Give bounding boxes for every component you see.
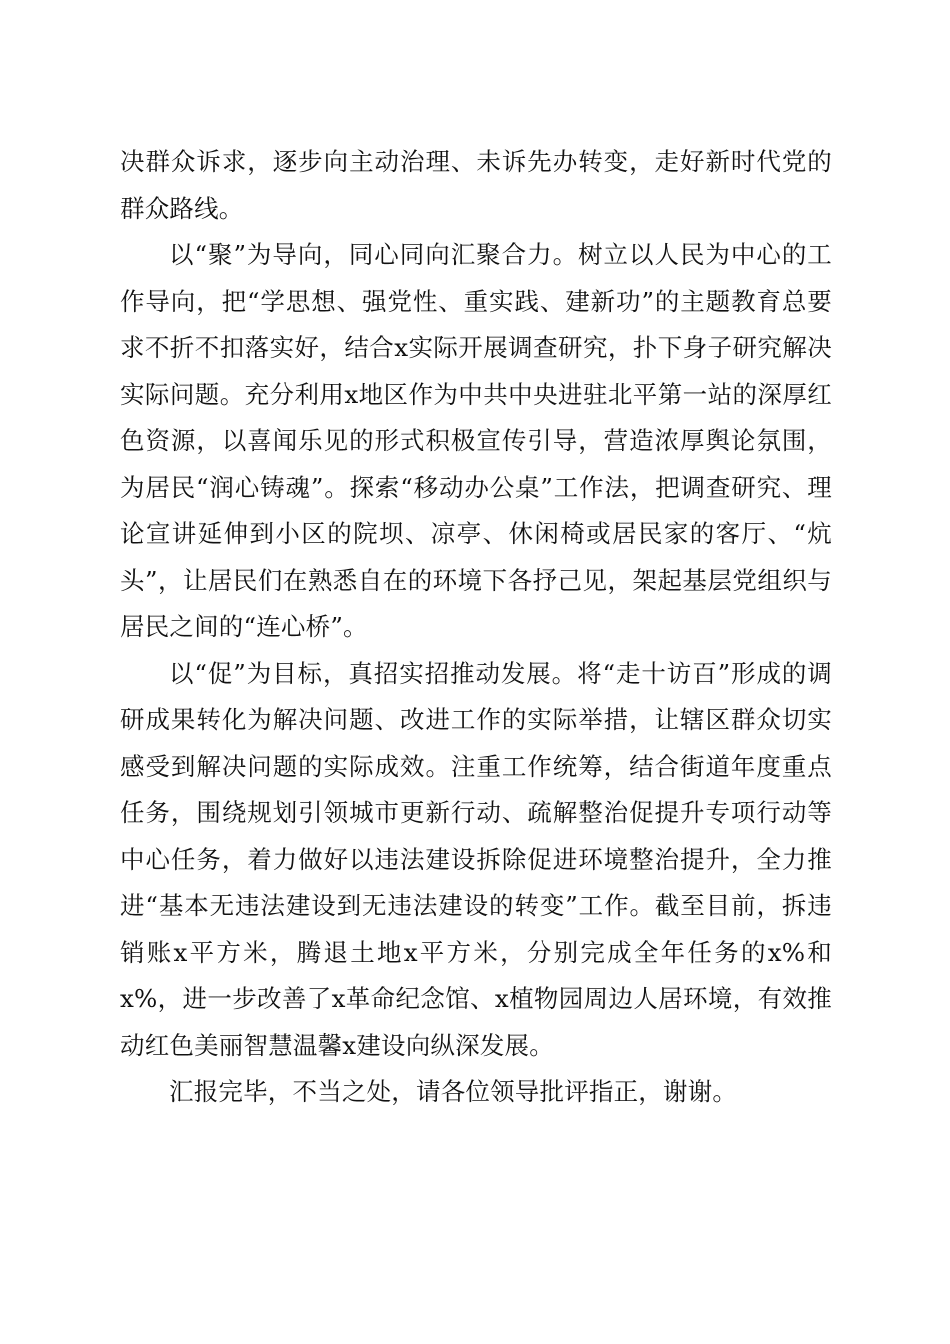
paragraph-closing: 汇报完毕，不当之处，请各位领导批评指正，谢谢。	[169, 1077, 738, 1106]
paragraph-continuation: 决群众诉求，逐步向主动治理、未诉先办转变，走好新时代党的群众路线。	[120, 147, 832, 223]
paragraph-cu-target: 以“促”为目标，真招实招推动发展。将“走十访百”形成的调研成果转化为解决问题、改进工作的实际举措，让辖区群众切实感受到解决问题的实际成效。注重工作统筹，结合街道年度重点任务，围绕规划引领城市更新行动、疏解整治促提升专项行动等中心任务，着力做好以违法建设拆除促进环境整治提升，全力推进“基本无违法建设到无违法建设的转变”工作。截至目前，拆违销账x平方米，腾退土地x平方米，分别完成全年任务的x%和x%，进一步改善了x革命纪念馆、x植物园周边人居环境，有效推动红色美丽智慧温馨x建设向纵深发展。	[120, 658, 832, 1060]
document-body	[120, 139, 832, 1116]
paragraph-ju-guidance: 以“聚”为导向，同心同向汇聚合力。树立以人民为中心的工作导向，把“学思想、强党性、重实践、建新功”的主题教育总要求不折不扣落实好，结合x实际开展调查研究，扑下身子研究解决实际问题。充分利用x地区作为中共中央进驻北平第一站的深厚红色资源，以喜闻乐见的形式积极宣传引导，营造浓厚舆论氛围，为居民“润心铸魂”。探索“移动办公桌”工作法，把调查研究、理论宣讲延伸到小区的院坝、凉亭、休闲椅或居民家的客厅、“炕头”，让居民们在熟悉自在的环境下各抒己见，架起基层党组织与居民之间的“连心桥”。	[120, 240, 832, 641]
